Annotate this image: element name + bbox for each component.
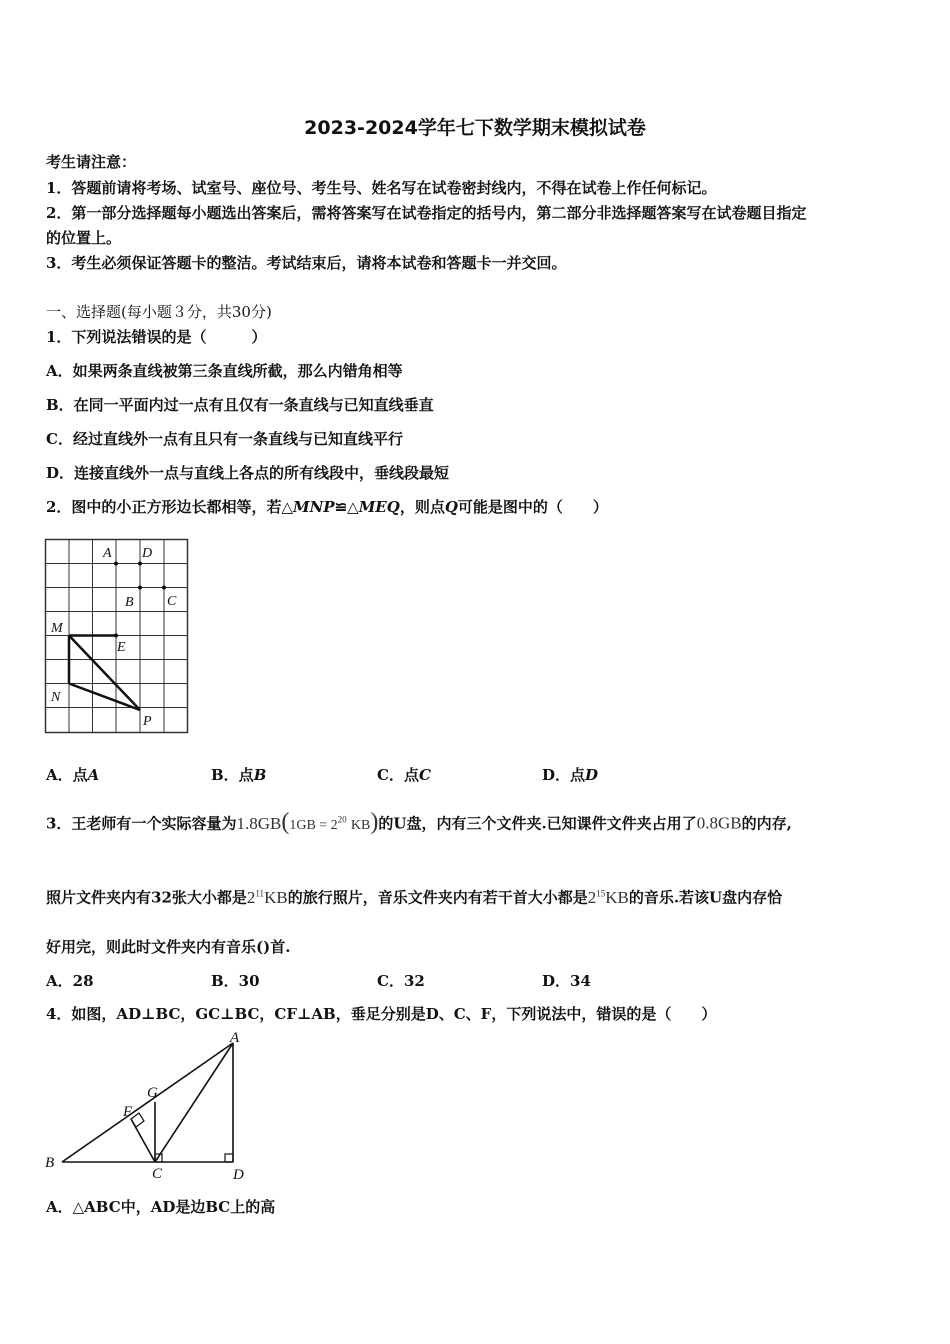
q2-point-q: Q	[444, 498, 458, 516]
notice-heading: 考生请注意：	[46, 153, 137, 171]
q3-option-a: A．28	[46, 972, 94, 990]
math-part: 1.8GB	[236, 813, 282, 833]
section-heading: 一、选择题(每小题３分，共30分)	[46, 303, 272, 321]
q1-option-d: D．连接直线外一点与直线上各点的所有线段中，垂线段最短	[46, 464, 450, 482]
label-n: N	[51, 690, 61, 705]
q2-congruent-sign: ≌△	[334, 498, 359, 516]
math-part: 2	[246, 887, 256, 907]
q2-option-c-letter: C	[418, 766, 431, 784]
math-sup: 20	[337, 814, 347, 824]
q4-stem: 4．如图，AD⊥BC，GC⊥BC，CF⊥AB，垂足分别是D、C、F，下列说法中，错误的是（ ）	[46, 1005, 717, 1023]
q3-line-1	[46, 801, 792, 844]
q2-option-c	[377, 764, 431, 785]
math-part: 2	[587, 887, 597, 907]
notice-item-2-cont: 的位置上。	[46, 229, 122, 247]
notice-item-2: 2．第一部分选择题每小题选出答案后，需将答案写在试卷指定的括号内，第二部分非选择题答案写在试卷题目指定	[46, 204, 807, 222]
q3-line-2	[46, 875, 782, 916]
q2-option-d	[542, 764, 598, 785]
q2-stem-part: 可能是图中的（ ）	[457, 498, 608, 516]
label-f: F	[123, 1104, 133, 1120]
math-part: KB	[350, 817, 371, 833]
q3-text: 照片文件夹内有32张大小都是	[46, 888, 247, 907]
q2-stem-part: ，则点	[399, 498, 445, 516]
math-part: 1GB = 2	[289, 817, 338, 833]
q3-math-capacity: $1.8GB(1GB = 2^{20}$ KB)	[236, 808, 379, 835]
q2-triangle-2: MEQ	[358, 498, 400, 516]
q3-math-photo-size	[247, 888, 288, 907]
q2-option-b	[211, 764, 266, 785]
math-sup: 15	[596, 888, 606, 898]
q3-text: 的U盘，内有三个文件夹.已知课件文件夹占用了	[378, 814, 697, 833]
label-d: D	[233, 1167, 244, 1183]
label-a: A	[103, 546, 112, 561]
q1-stem: 1．下列说法错误的是（ ）	[46, 328, 267, 346]
q1-option-c: C．经过直线外一点有且只有一条直线与已知直线平行	[46, 430, 403, 448]
q2-option-d-letter: D	[585, 766, 599, 784]
q2-option-a	[46, 764, 99, 785]
q3-option-c: C．32	[377, 972, 425, 990]
q2-triangle-1: MNP	[292, 498, 335, 516]
page-title: 2023-2024学年七下数学期末模拟试卷	[304, 117, 646, 139]
notice-item-3: 3．考生必须保证答题卡的整洁。考试结束后，请将本试卷和答题卡一并交回。	[46, 254, 567, 272]
q3-line-3: 好用完，则此时文件夹内有音乐()首.	[46, 938, 291, 956]
q2-option-d-prefix: D．点	[542, 766, 586, 784]
label-e: E	[117, 640, 126, 655]
q3-text: 的内存,	[741, 814, 792, 833]
q2-option-b-letter: B	[253, 766, 267, 784]
q2-option-b-prefix: B．点	[211, 766, 254, 784]
label-b: B	[125, 595, 134, 610]
q3-text: 3．王老师有一个实际容量为	[46, 814, 237, 833]
q4-option-a: A．△ABC中，AD是边BC上的高	[46, 1198, 276, 1216]
label-c: C	[167, 594, 177, 609]
math-part: KB	[264, 887, 288, 907]
math-sup: 11	[255, 888, 265, 898]
q3-text: 的音乐.若该U盘内存恰	[628, 888, 783, 907]
q2-option-a-prefix: A．点	[46, 766, 88, 784]
label-m: M	[51, 621, 63, 636]
q3-text: 的旅行照片，音乐文件夹内有若干首大小都是	[287, 888, 588, 907]
q4-triangle-figure	[40, 1032, 260, 1184]
notice-item-1: 1．答题前请将考场、试室号、座位号、考生号、姓名写在试卷密封线内，不得在试卷上作任何标记。	[46, 179, 717, 197]
q3-option-d: D．34	[542, 972, 591, 990]
label-p: P	[143, 714, 152, 729]
q2-stem-part: 2．图中的小正方形边长都相等，若△	[46, 498, 293, 516]
label-g: G	[147, 1085, 158, 1101]
label-b: B	[45, 1155, 55, 1171]
label-d: D	[142, 546, 153, 561]
label-c: C	[152, 1166, 163, 1182]
q3-option-b: B．30	[211, 972, 260, 990]
label-a: A	[230, 1032, 240, 1046]
math-part: KB	[605, 887, 629, 907]
q3-math-music-size	[588, 888, 629, 907]
triangles	[69, 636, 140, 711]
q3-math-courseware: 0.8GB	[696, 813, 742, 833]
q1-option-b: B．在同一平面内过一点有且仅有一条直线与已知直线垂直	[46, 396, 434, 414]
q2-option-c-prefix: C．点	[377, 766, 419, 784]
q2-option-a-letter: A	[87, 766, 100, 784]
figure-lines	[62, 1043, 233, 1162]
q1-option-a: A．如果两条直线被第三条直线所截，那么内错角相等	[46, 362, 403, 380]
q2-stem	[46, 496, 608, 517]
q2-grid-figure	[44, 538, 190, 736]
